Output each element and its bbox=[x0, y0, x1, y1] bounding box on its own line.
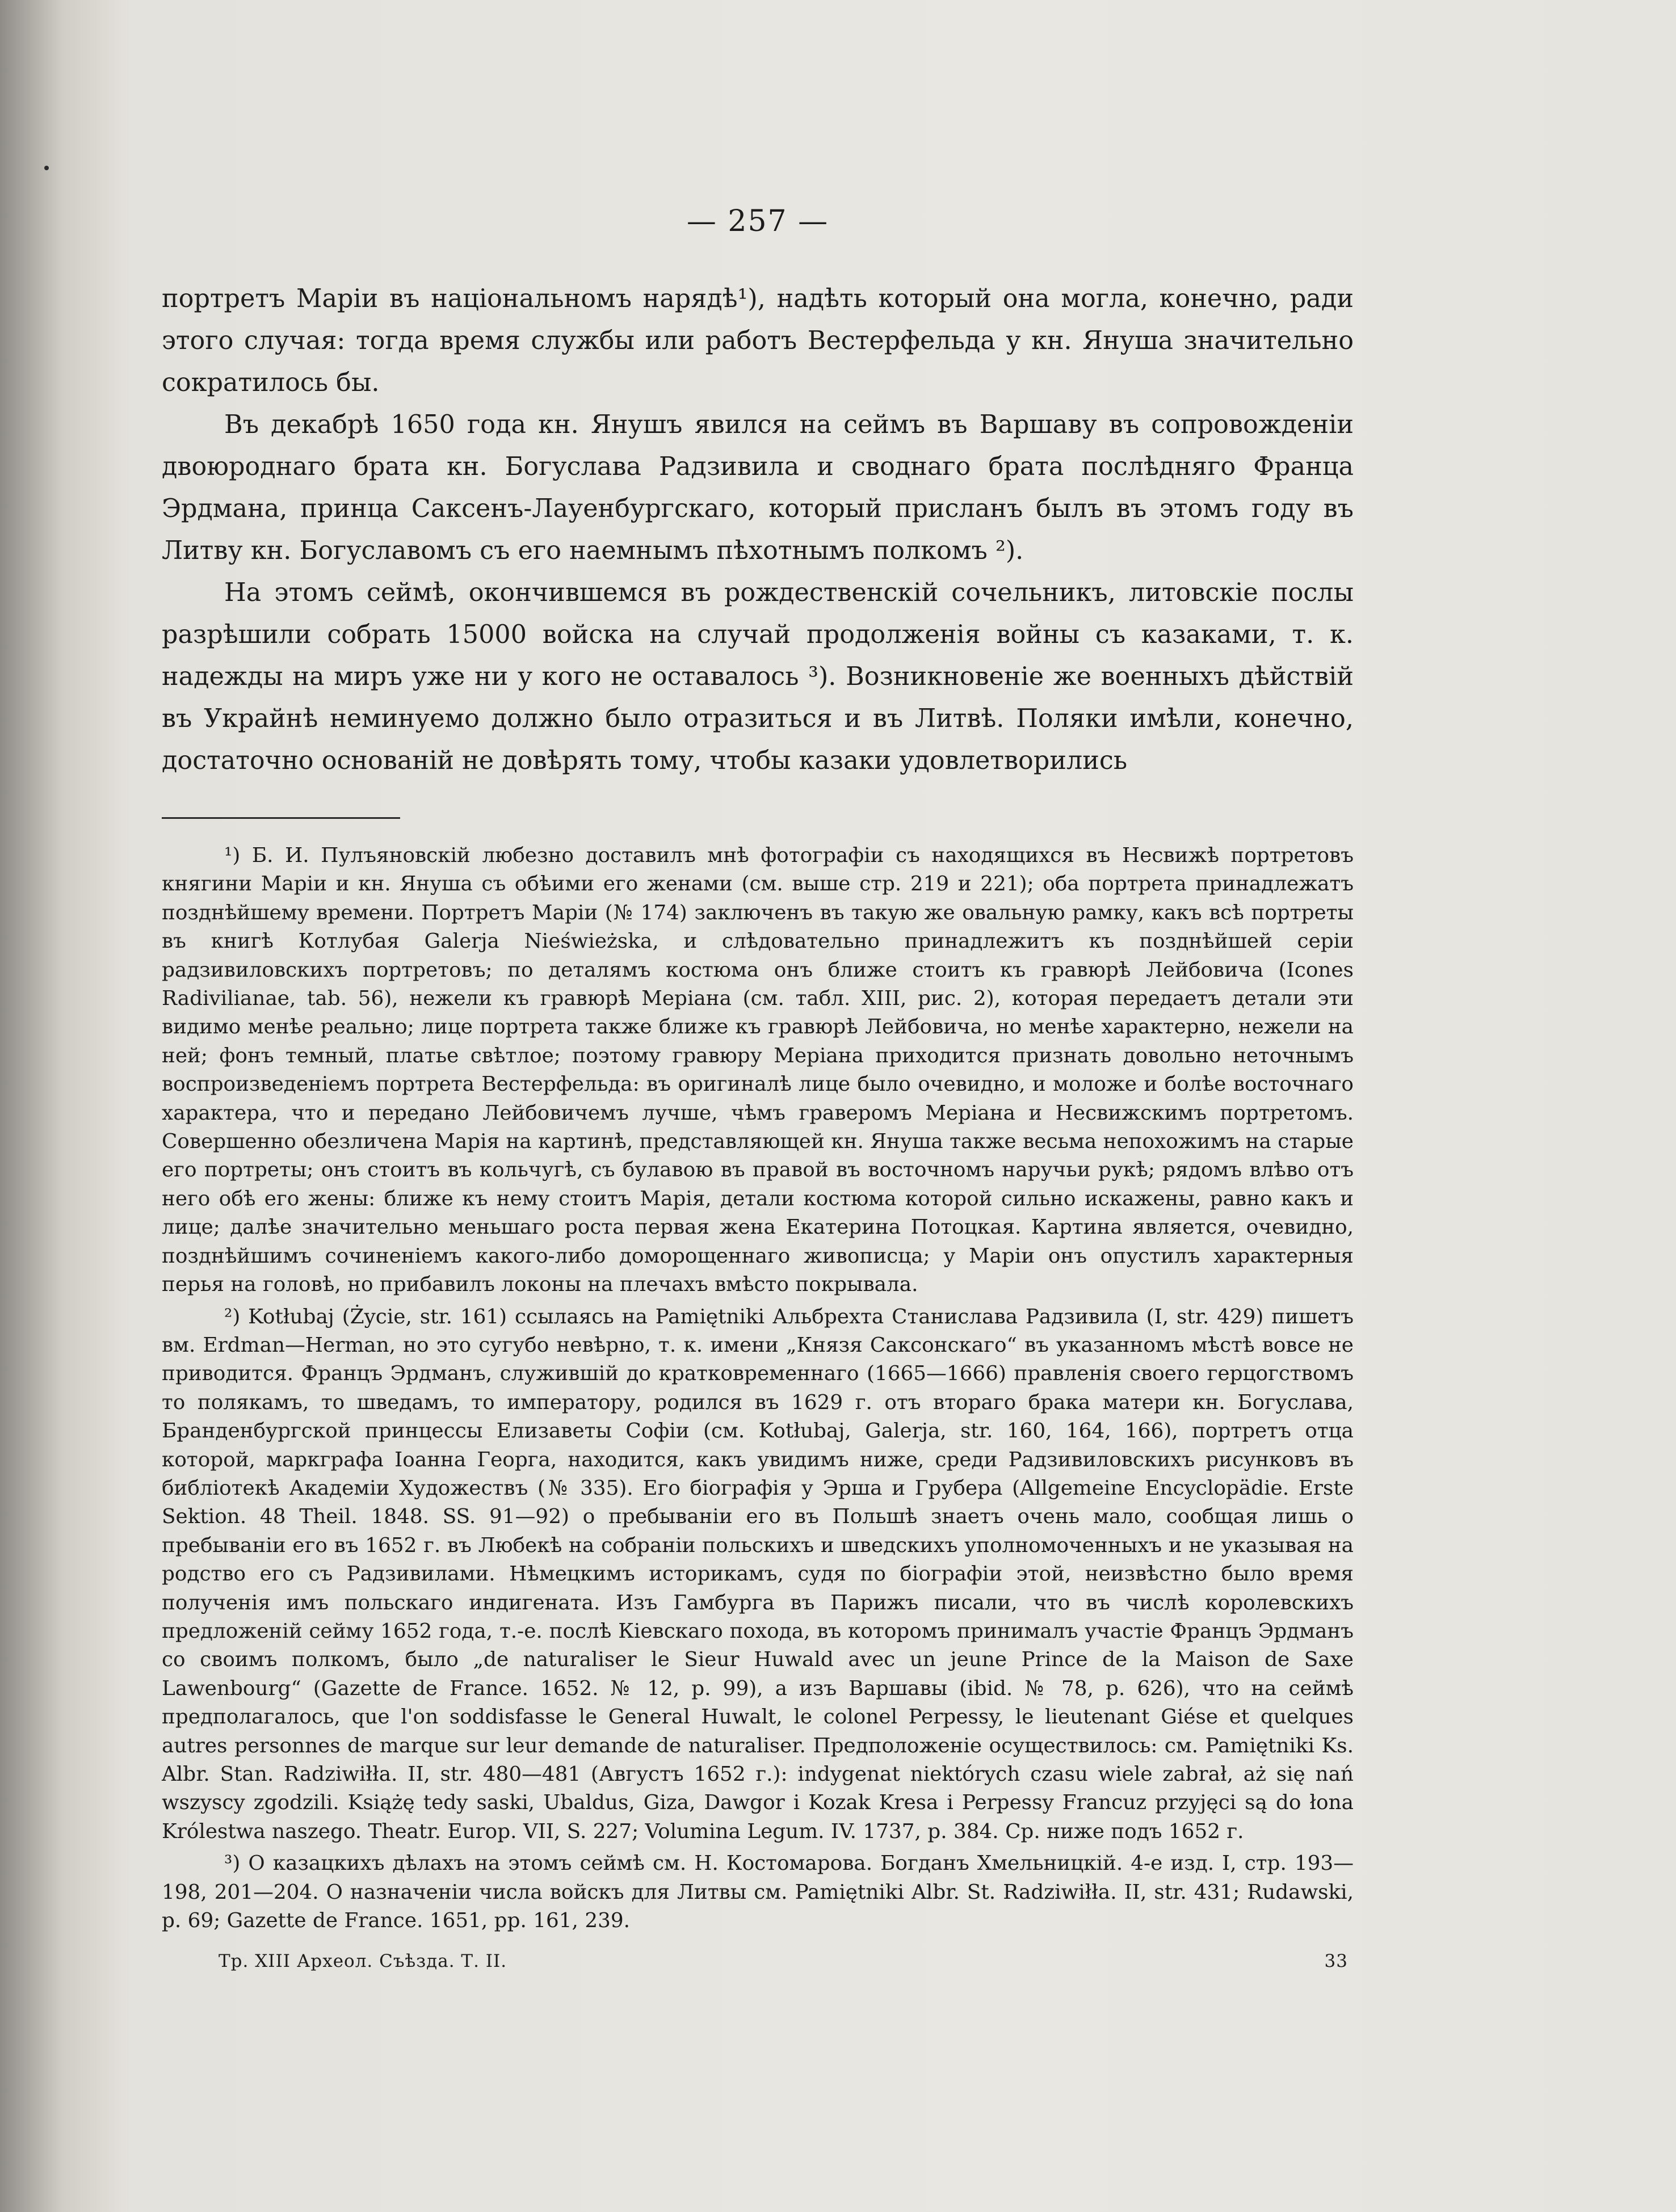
paragraph: На этомъ сеймѣ, окончившемся въ рождественскій сочельникъ, литовскіе послы разрѣшили собрать 15000 войска на случай продолженія войны съ казаками, т. к. надежды на миръ уже ни у кого не оставалось ³). Возникновеніе же военныхъ дѣйствій въ Украйнѣ неминуемо должно было отразиться и въ Литвѣ. Поляки имѣли, конечно, достаточно основаній не довѣрять тому, чтобы казаки удовлетворились bbox=[162, 578, 1354, 775]
footnote: ¹) Б. И. Пулъяновскій любезно доставилъ мнѣ фотографіи съ находящихся въ Несвижѣ портретовъ княгини Маріи и кн. Януша съ обѣими его женами (см. выше стр. 219 и 221); оба портрета принадлежатъ позднѣйшему времени. Портретъ Маріи (№ 174) заключенъ въ такую же овальную рамку, какъ всѣ портреты въ книгѣ Котлубая Galerja Nieświeżska, и слѣдовательно принадлежитъ къ позднѣйшей серіи радзивиловскихъ портретовъ; по деталямъ костюма онъ ближе стоитъ къ гравюрѣ Лейбовича (Icones Radivilianae, tab. 56), нежели къ гравюрѣ Меріана (см. табл. XIII, рис. 2), которая передаетъ детали эти видимо менѣе реально; лице портрета также ближе къ гравюрѣ Лейбовича, но менѣе характерно, нежели на ней; фонъ темный, платье свѣтлое; поэтому гравюру Меріана приходится признать довольно неточнымъ воспроизведеніемъ портрета Вестерфельда: въ оригиналѣ лице было очевидно, и моложе и болѣе восточнаго характера, что и передано Лейбовичемъ лучше, чѣмъ граверомъ Меріана и Несвижскимъ портретомъ. Совершенно обезличена Марія на картинѣ, представляющей кн. Януша также весьма непохожимъ на старые его портреты; онъ стоитъ въ кольчугѣ, съ булавою въ правой въ восточномъ наручьи рукѣ; рядомъ влѣво отъ него обѣ его жены: ближе къ нему стоитъ Марія, детали костюма которой сильно искажены, равно какъ и лице; далѣе значительно меньшаго роста первая жена Екатерина Потоцкая. Картина является, очевидно, позднѣйшимъ сочиненіемъ какого-либо доморощеннаго живописца; у Маріи онъ опустилъ характерныя перья на головѣ, но прибавилъ локоны на плечахъ вмѣсто покрывала. bbox=[162, 844, 1354, 1297]
footnote: ³) О казацкихъ дѣлахъ на этомъ сеймѣ см. Н. Костомарова. Богданъ Хмельницкій. 4-е изд. I, стр. 193—198, 201—204. О назначеніи числа войскъ для Литвы см. Pamiętniki Albr. St. Radziwiłła. II, str. 431; Rudawski, p. 69; Gazette de France. 1651, pp. 161, 239. bbox=[162, 1852, 1354, 1933]
signature-mark: Тр. XIII Археол. Съѣзда. Т. II. bbox=[219, 1951, 507, 1971]
signature-number: 33 bbox=[1324, 1951, 1348, 1971]
page-footer bbox=[219, 1951, 1348, 1971]
page-number: — 257 — bbox=[686, 204, 829, 238]
footnote-separator bbox=[162, 817, 400, 819]
footnote: ²) Kotłubaj (Życie, str. 161) ссылаясь на Pamiętniki Альбрехта Станислава Радзивила (I, str. 429) пишетъ вм. Erdman—Herman, но это сугубо невѣрно, т. к. имени „Князя Саксонскаго“ въ указанномъ мѣстѣ вовсе не приводится. Францъ Эрдманъ, служившій до кратковременнаго (1665—1666) правленія своего герцогствомъ то полякамъ, то шведамъ, то императору, родился въ 1629 г. отъ втораго брака матери кн. Богуслава, Бранденбургской принцессы Елизаветы Софіи (см. Kotłubaj, Galerja, str. 160, 164, 166), портретъ отца которой, маркграфа Іоанна Георга, находится, какъ увидимъ ниже, среди Радзивиловскихъ рисунковъ въ библіотекѣ Академіи Художествъ (№ 335). Его біографія у Эрша и Грубера (Allgemeine Encyclopädie. Erste Sektion. 48 Theil. 1848. SS. 91—92) о пребываніи его въ Польшѣ знаетъ очень мало, сообщая лишь о пребываніи его въ 1652 г. въ Любекѣ на собраніи польскихъ и шведскихъ уполномоченныхъ и не указывая на родство его съ Радзивилами. Нѣмецкимъ историкамъ, судя по біографіи этой, неизвѣстно было время полученія имъ польскаго индигената. Изъ Гамбурга въ Парижъ писали, что въ числѣ королевскихъ предложеній сейму 1652 года, т.-е. послѣ Кіевскаго похода, въ которомъ принималъ участіе Францъ Эрдманъ со своимъ полкомъ, было „de naturaliser le Sieur Huwald avec un jeune Prince de la Maison de Saxe Lawenbourg“ (Gazette de France. 1652. № 12, p. 99), а изъ Варшавы (ibid. № 78, p. 626), что на сеймѣ предполагалось, que l'on soddisfasse le General Huwalt, le colonel Perpessy, le lieutenant Giése et quelques autres personnes de marque sur leur demande de naturaliser. Предположеніе осуществилось: см. Pamiętniki Ks. Albr. Stan. Radziwiłła. II, str. 480—481 (Августъ 1652 г.): indygenat niektórych czasu wiele zabrał, aż się nań wszyscy zgodzili. Książę tedy saski, Ubaldus, Giza, Dawgor i Kozak Kresa i Perpessy Francuz przyjęci są do łona Królestwa naszego. Theatr. Europ. VII, S. 227; Volumina Legum. IV. 1737, p. 384. Ср. ниже подъ 1652 г. bbox=[162, 1305, 1354, 1843]
footnotes bbox=[162, 842, 1354, 1935]
paragraph: Въ декабрѣ 1650 года кн. Янушъ явился на сеймъ въ Варшаву въ сопровожденіи двоюроднаго брата кн. Богуслава Радзивила и своднаго брата послѣдняго Франца Эрдмана, принца Саксенъ-Лауенбургскаго, который присланъ былъ въ этомъ году въ Литву кн. Богуславомъ съ его наемнымъ пѣхотнымъ полкомъ ²). bbox=[162, 410, 1354, 565]
ink-speck bbox=[44, 166, 49, 170]
text-column bbox=[162, 204, 1354, 1938]
body-text bbox=[162, 278, 1354, 782]
paragraph: портретъ Маріи въ національномъ нарядѣ¹), надѣть который она могла, конечно, ради этого случая: тогда время службы или работъ Вестерфельда у кн. Януша значительно сократилось бы. bbox=[162, 284, 1354, 397]
